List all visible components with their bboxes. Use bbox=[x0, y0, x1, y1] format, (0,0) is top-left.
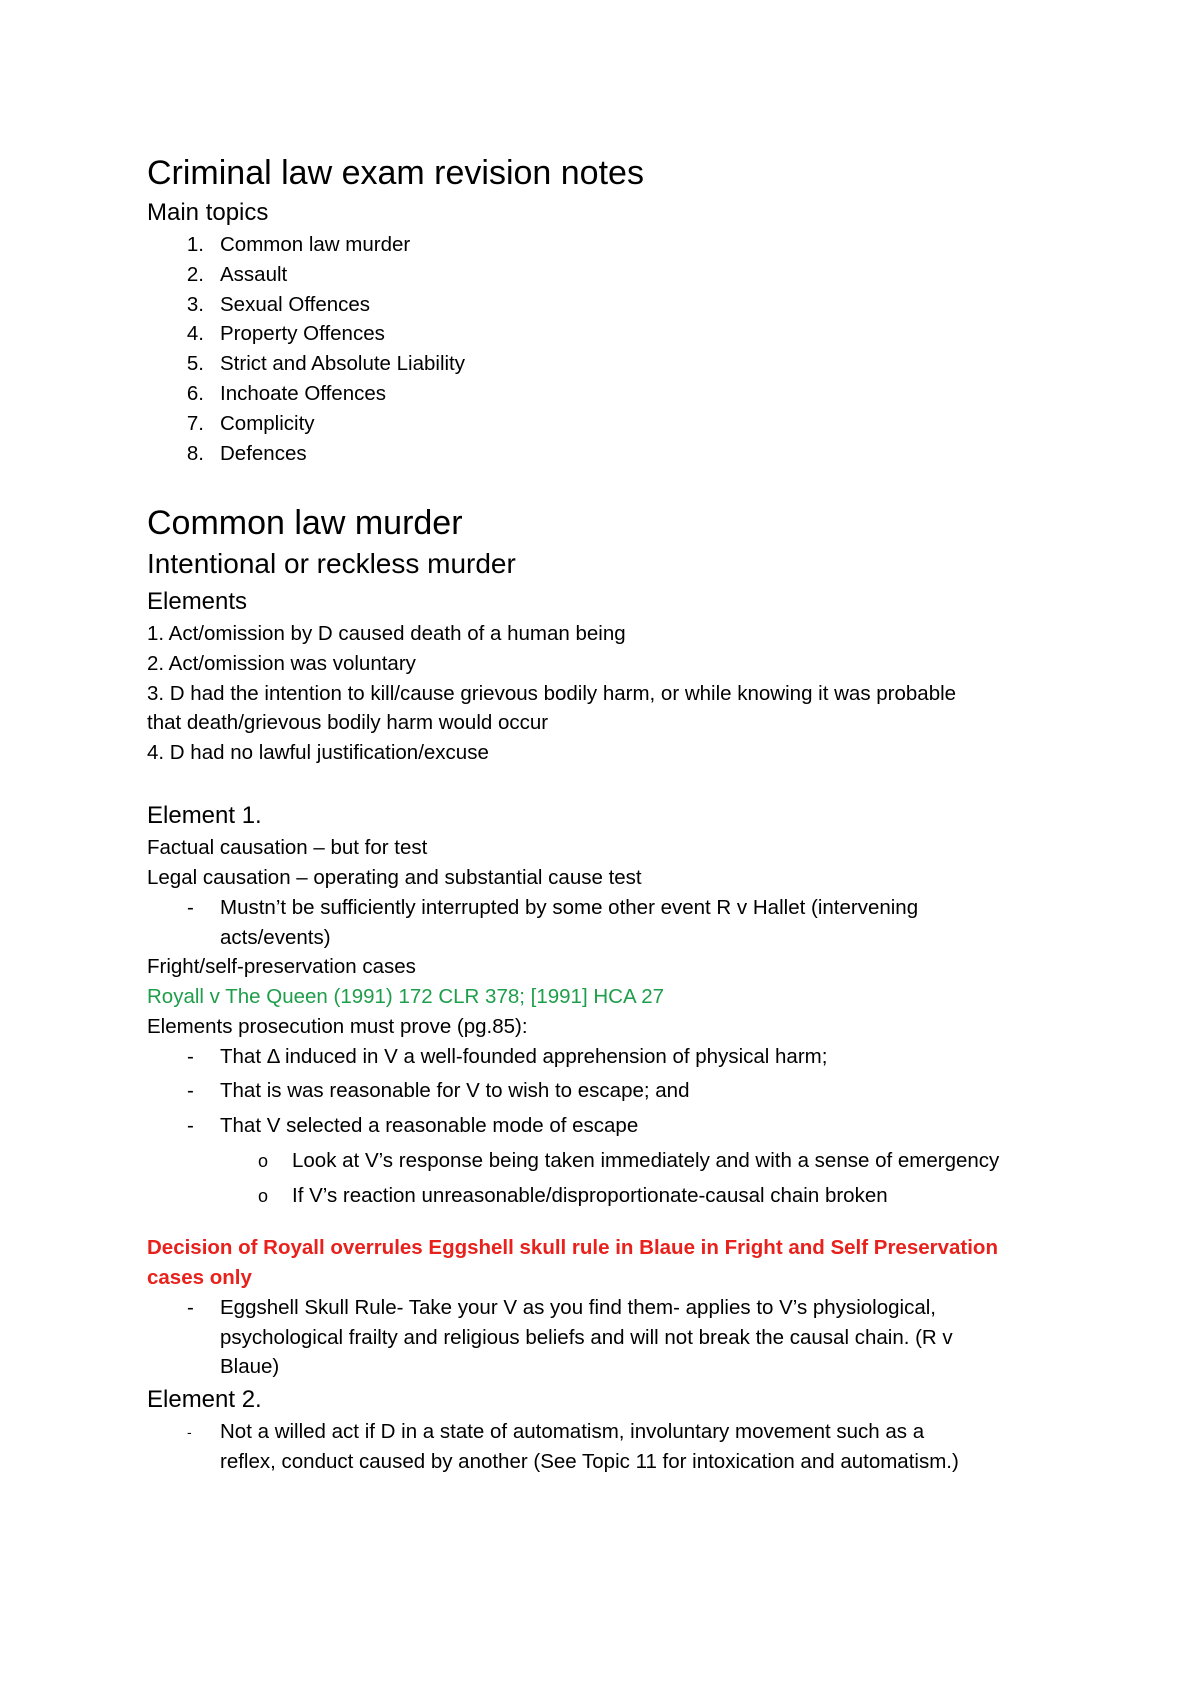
list-number: 8. bbox=[186, 442, 204, 465]
list-item: Property Offences bbox=[220, 322, 385, 345]
list-number: 4. bbox=[186, 322, 204, 345]
prosecution-elements-text: Elements prosecution must prove (pg.85): bbox=[147, 1015, 528, 1038]
element-line: 3. D had the intention to kill/cause grievous bodily harm, or while knowing it was probable bbox=[147, 682, 957, 705]
dash-bullet: - bbox=[187, 896, 194, 919]
eggshell-text-cont: Blaue) bbox=[220, 1355, 280, 1378]
eggshell-text-cont: psychological frailty and religious beliefs and will not break the causal chain. (R v bbox=[220, 1326, 953, 1349]
case-citation: Royall v The Queen (1991) 172 CLR 378; [1991] HCA 27 bbox=[147, 985, 664, 1008]
element2-heading: Element 2. bbox=[147, 1386, 262, 1413]
list-item: Inchoate Offences bbox=[220, 382, 387, 405]
list-item: Strict and Absolute Liability bbox=[220, 352, 465, 375]
automatism-text: Not a willed act if D in a state of automatism, involuntary movement such as a bbox=[220, 1420, 925, 1443]
decision-note-cont: cases only bbox=[147, 1266, 252, 1289]
list-number: 6. bbox=[186, 382, 204, 405]
element-line: that death/grievous bodily harm would occur bbox=[147, 711, 549, 734]
element-line: 1. Act/omission by D caused death of a human being bbox=[147, 622, 626, 645]
list-number: 7. bbox=[186, 412, 204, 435]
element1-heading: Element 1. bbox=[147, 802, 262, 829]
list-item: Defences bbox=[220, 442, 307, 465]
list-number: 3. bbox=[186, 293, 204, 316]
section-heading: Common law murder bbox=[147, 504, 463, 542]
element-line: 2. Act/omission was voluntary bbox=[147, 652, 416, 675]
elements-heading: Elements bbox=[147, 588, 248, 615]
list-item: Assault bbox=[220, 263, 288, 286]
sub-item: Look at V’s response being taken immediately and with a sense of emergency bbox=[292, 1149, 1000, 1172]
fright-cases-text: Fright/self-preservation cases bbox=[147, 955, 416, 978]
list-item: Common law murder bbox=[220, 233, 411, 256]
automatism-text-cont: reflex, conduct caused by another (See Topic 11 for intoxication and automatism.) bbox=[220, 1450, 959, 1473]
prove-item: That is was reasonable for V to wish to escape; and bbox=[220, 1079, 690, 1102]
legal-causation-text: Legal causation – operating and substantial cause test bbox=[147, 866, 642, 889]
interrupted-text-cont: acts/events) bbox=[220, 926, 331, 949]
list-item: Sexual Offences bbox=[220, 293, 371, 316]
eggshell-text: Eggshell Skull Rule- Take your V as you find them- applies to V’s physiological, bbox=[220, 1296, 936, 1319]
list-number: 5. bbox=[186, 352, 204, 375]
sub-item: If V’s reaction unreasonable/disproportionate-causal chain broken bbox=[292, 1184, 888, 1207]
document-title: Criminal law exam revision notes bbox=[147, 154, 644, 192]
interrupted-text: Mustn’t be sufficiently interrupted by some other event R v Hallet (intervening bbox=[220, 896, 919, 919]
element-line: 4. D had no lawful justification/excuse bbox=[147, 741, 489, 764]
factual-causation-text: Factual causation – but for test bbox=[147, 836, 428, 859]
dash-bullet: - bbox=[187, 1114, 194, 1137]
circle-bullet: o bbox=[258, 1151, 269, 1171]
prove-item: That V selected a reasonable mode of escape bbox=[220, 1114, 639, 1137]
list-item: Complicity bbox=[220, 412, 315, 435]
dash-bullet: - bbox=[187, 1296, 194, 1319]
circle-bullet: o bbox=[258, 1186, 269, 1206]
section-subheading: Intentional or reckless murder bbox=[147, 548, 516, 579]
prove-item: That Δ induced in V a well-founded apprehension of physical harm; bbox=[220, 1045, 828, 1068]
dash-bullet: - bbox=[187, 1424, 192, 1440]
dash-bullet: - bbox=[187, 1079, 194, 1102]
list-number: 2. bbox=[186, 263, 204, 286]
dash-bullet: - bbox=[187, 1045, 194, 1068]
decision-note: Decision of Royall overrules Eggshell skull rule in Blaue in Fright and Self Preservation bbox=[147, 1236, 998, 1259]
main-topics-heading: Main topics bbox=[147, 199, 269, 226]
list-number: 1. bbox=[186, 233, 204, 256]
